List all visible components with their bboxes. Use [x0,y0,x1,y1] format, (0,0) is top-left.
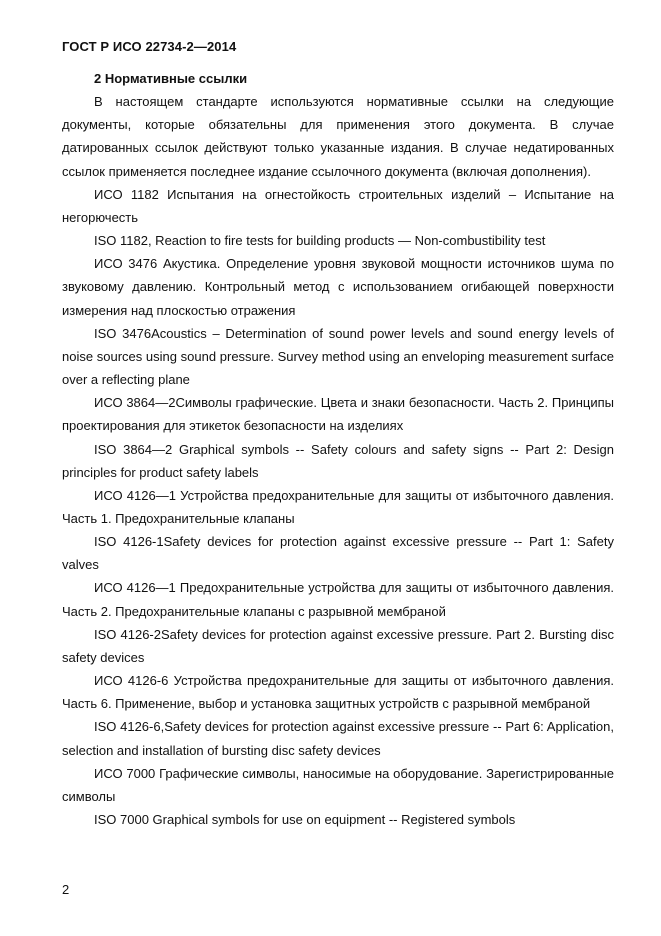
reference-item: ИСО 7000 Графические символы, наносимые на оборудование. Зарегистрированные символы [62,765,614,804]
reference-item: ИСО 4126—1 Устройства предохранительные для защиты от избыточного давления. Часть 1. Предохранительные клапаны [62,487,614,526]
reference-item: ИСО 3476 Акустика. Определение уровня звуковой мощности источников шума по звуковому давлению. Контрольный метод с использованием огибающей поверхности измерения над плоскостью отражения [62,256,614,318]
reference-item: ИСО 4126—1 Предохранительные устройства для защиты от избыточного давления. Часть 2. Предохранительные клапаны с разрывной мембраной [62,580,614,619]
reference-item: ISO 4126-6,Safety devices for protection against excessive pressure -- Part 6: Application, selection and installation of bursting disc safety devices [62,719,614,758]
section-title: 2 Нормативные ссылки [94,71,248,86]
section-intro: В настоящем стандарте используются нормативные ссылки на следующие документы, которые обязательны для применения этого документа. В случае датированных ссылок действуют только указанные издания. В случае недатированных ссылок применяется последнее издание ссылочного документа (включая дополнения). [62,94,614,179]
reference-item: ИСО 4126-6 Устройства предохранительные для защиты от избыточного давления. Часть 6. Применение, выбор и установка защитных устройств с разрывной мембраной [62,673,614,712]
reference-item: ISO 4126-2Safety devices for protection against excessive pressure. Part 2. Bursting disc safety devices [62,626,614,665]
page-content [62,67,614,831]
reference-item: ISO 7000 Graphical symbols for use on equipment -- Registered symbols [94,812,516,827]
reference-item: ISO 4126-1Safety devices for protection against excessive pressure -- Part 1: Safety valves [62,534,614,573]
page-number: 2 [62,882,70,897]
standard-header: ГОСТ Р ИСО 22734-2—2014 [62,39,237,54]
reference-item: ISO 1182, Reaction to fire tests for building products — Non-combustibility test [94,233,546,249]
reference-item: ИСО 1182 Испытания на огнестойкость строительных изделий – Испытание на негорючесть [62,186,614,225]
reference-item: ISO 3864—2 Graphical symbols -- Safety colours and safety signs -- Part 2: Design principles for product safety labels [62,441,614,480]
reference-item: ИСО 3864—2Символы графические. Цвета и знаки безопасности. Часть 2. Принципы проектирования для этикеток безопасности на изделиях [62,395,614,434]
reference-item: ISO 3476Acoustics – Determination of sound power levels and sound energy levels of noise sources using sound pressure. Survey method using an enveloping measurement surface over a reflecting plane [62,325,614,388]
